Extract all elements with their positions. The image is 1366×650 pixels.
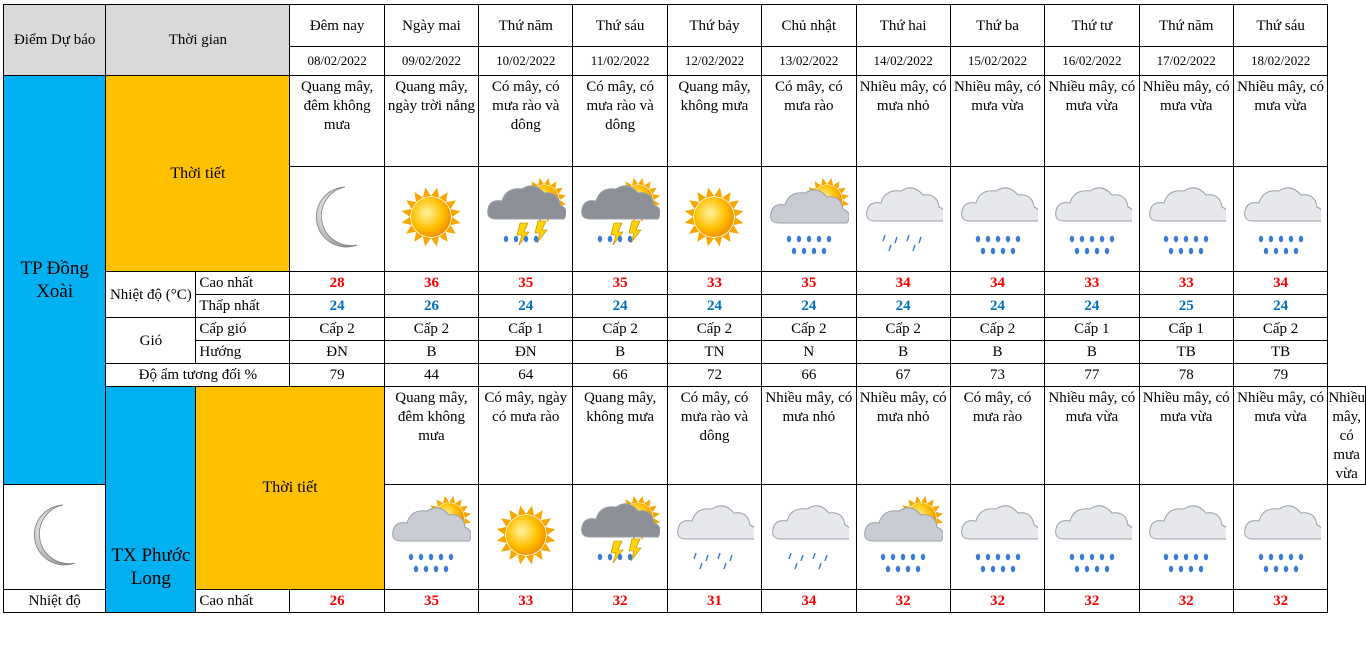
weather-description: Nhiều mây, có mưa vừa — [1233, 76, 1327, 167]
date-header: 14/02/2022 — [856, 47, 950, 76]
weather-description: Nhiều mây, có mưa vừa — [1045, 76, 1139, 167]
moon-icon — [297, 177, 377, 261]
date-header: 18/02/2022 — [1233, 47, 1327, 76]
max-temp: 34 — [762, 590, 856, 613]
max-temp: 35 — [573, 272, 667, 295]
wind-level: Cấp 2 — [667, 318, 761, 341]
max-temp: 32 — [856, 590, 950, 613]
wind-level: Cấp 2 — [384, 318, 478, 341]
sun-icon — [391, 177, 471, 261]
min-temp-label: Thấp nhất — [196, 295, 290, 318]
weather-icon-cell — [1139, 485, 1233, 590]
weather-icon-cell — [856, 167, 950, 272]
wind-direction: ĐN — [290, 341, 384, 364]
humidity: 77 — [1045, 364, 1139, 387]
day-header: Thứ năm — [1139, 5, 1233, 47]
min-temp: 24 — [1045, 295, 1139, 318]
max-temp: 35 — [479, 272, 573, 295]
weather-icon-cell — [856, 485, 950, 590]
wind-direction: TB — [1139, 341, 1233, 364]
wind-level: Cấp 2 — [1233, 318, 1327, 341]
moderate-rain-icon — [958, 177, 1038, 261]
weather-icon-cell — [1045, 167, 1139, 272]
humidity: 67 — [856, 364, 950, 387]
thunderstorm-sun-icon — [486, 177, 566, 261]
humidity: 79 — [290, 364, 384, 387]
weather-icon-cell — [762, 485, 856, 590]
moderate-rain-icon — [1146, 177, 1226, 261]
weather-description: Quang mây, không mưa — [667, 76, 761, 167]
weather-icon-cell — [950, 485, 1044, 590]
day-header: Thứ năm — [479, 5, 573, 47]
max-temp: 34 — [950, 272, 1044, 295]
max-temp: 28 — [290, 272, 384, 295]
location-name: TP Đồng Xoài — [4, 76, 106, 485]
weather-label: Thời tiết — [196, 387, 384, 590]
date-header: 10/02/2022 — [479, 47, 573, 76]
sun-icon — [674, 177, 754, 261]
moderate-rain-icon — [1052, 177, 1132, 261]
weather-description: Nhiều mây, có mưa vừa — [1233, 387, 1327, 485]
weather-icon-cell — [479, 485, 573, 590]
temperature-label: Nhiệt độ (°C) — [106, 272, 196, 318]
min-temp: 24 — [479, 295, 573, 318]
humidity: 44 — [384, 364, 478, 387]
day-header: Thứ tư — [1045, 5, 1139, 47]
date-header: 13/02/2022 — [762, 47, 856, 76]
max-temp: 32 — [573, 590, 667, 613]
weather-description: Quang mây, ngày trời nắng — [384, 76, 478, 167]
light-rain-icon — [769, 495, 849, 579]
weather-description: Nhiều mây, có mưa nhỏ — [762, 387, 856, 485]
moon-icon — [15, 495, 95, 579]
day-header: Thứ sáu — [1233, 5, 1327, 47]
weather-label: Thời tiết — [106, 76, 290, 272]
moderate-rain-icon — [1241, 495, 1321, 579]
thunderstorm-sun-icon — [580, 495, 660, 579]
wind-direction: ĐN — [479, 341, 573, 364]
weather-description: Nhiều mây, có mưa vừa — [1139, 76, 1233, 167]
weather-description: Có mây, có mưa rào và dông — [573, 76, 667, 167]
weather-icon-cell — [667, 167, 761, 272]
weather-description: Nhiều mây, có mưa vừa — [1328, 387, 1366, 485]
max-temp: 35 — [762, 272, 856, 295]
day-header: Đêm nay — [290, 5, 384, 47]
wind-direction-label: Hướng — [196, 341, 290, 364]
weather-description: Quang mây, đêm không mưa — [290, 76, 384, 167]
weather-description: Nhiều mây, có mưa nhỏ — [856, 387, 950, 485]
wind-label: Gió — [106, 318, 196, 364]
min-temp: 24 — [856, 295, 950, 318]
wind-level: Cấp 2 — [856, 318, 950, 341]
weather-forecast-table — [3, 4, 1366, 613]
day-header: Thứ ba — [950, 5, 1044, 47]
day-header: Thứ sáu — [573, 5, 667, 47]
humidity: 66 — [573, 364, 667, 387]
weather-description: Quang mây, đêm không mưa — [384, 387, 478, 485]
weather-description: Nhiều mây, có mưa vừa — [950, 76, 1044, 167]
max-temp: 32 — [1139, 590, 1233, 613]
wind-level: Cấp 1 — [479, 318, 573, 341]
max-temp: 34 — [1233, 272, 1327, 295]
wind-level: Cấp 2 — [950, 318, 1044, 341]
date-header: 17/02/2022 — [1139, 47, 1233, 76]
weather-icon-cell — [384, 167, 478, 272]
wind-direction: B — [856, 341, 950, 364]
weather-icon-cell — [290, 167, 384, 272]
max-temp: 33 — [1045, 272, 1139, 295]
wind-level: Cấp 1 — [1045, 318, 1139, 341]
thunderstorm-sun-icon — [580, 177, 660, 261]
weather-icon-cell — [573, 167, 667, 272]
location-name: TX Phước Long — [106, 387, 196, 613]
max-temp: 26 — [290, 590, 384, 613]
weather-icon-cell — [1045, 485, 1139, 590]
day-header: Thứ hai — [856, 5, 950, 47]
wind-direction: B — [950, 341, 1044, 364]
humidity: 64 — [479, 364, 573, 387]
weather-description: Nhiều mây, có mưa nhỏ — [856, 76, 950, 167]
weather-icon-cell — [4, 485, 106, 590]
sun-icon — [486, 495, 566, 579]
max-temp: 33 — [1139, 272, 1233, 295]
weather-icon-cell — [667, 485, 761, 590]
day-header: Thứ bảy — [667, 5, 761, 47]
weather-description: Có mây, có mưa rào — [950, 387, 1044, 485]
humidity: 78 — [1139, 364, 1233, 387]
light-rain-icon — [674, 495, 754, 579]
date-header: 11/02/2022 — [573, 47, 667, 76]
weather-icon-cell — [950, 167, 1044, 272]
wind-level-label: Cấp gió — [196, 318, 290, 341]
wind-level: Cấp 1 — [1139, 318, 1233, 341]
max-temp: 32 — [1045, 590, 1139, 613]
light-rain-icon — [863, 177, 943, 261]
weather-description: Có mây, ngày có mưa rào — [479, 387, 573, 485]
min-temp: 24 — [290, 295, 384, 318]
max-temp: 31 — [667, 590, 761, 613]
location-column-header: Điểm Dự báo — [4, 5, 106, 76]
min-temp: 24 — [573, 295, 667, 318]
rain-shower-sun-icon — [391, 495, 471, 579]
min-temp: 26 — [384, 295, 478, 318]
max-temp: 33 — [479, 590, 573, 613]
min-temp: 24 — [762, 295, 856, 318]
weather-description: Quang mây, không mưa — [573, 387, 667, 485]
temperature-label: Nhiệt độ — [4, 590, 106, 613]
wind-direction: N — [762, 341, 856, 364]
weather-description: Nhiều mây, có mưa vừa — [1045, 387, 1139, 485]
wind-direction: B — [384, 341, 478, 364]
wind-direction: TN — [667, 341, 761, 364]
max-temp: 33 — [667, 272, 761, 295]
date-header: 16/02/2022 — [1045, 47, 1139, 76]
moderate-rain-icon — [1052, 495, 1132, 579]
weather-description: Nhiều mây, có mưa vừa — [1139, 387, 1233, 485]
humidity-label: Độ ẩm tương đối % — [106, 364, 290, 387]
time-column-header: Thời gian — [106, 5, 290, 76]
max-temp: 35 — [384, 590, 478, 613]
day-header: Ngày mai — [384, 5, 478, 47]
wind-direction: TB — [1233, 341, 1327, 364]
date-header: 15/02/2022 — [950, 47, 1044, 76]
wind-level: Cấp 2 — [573, 318, 667, 341]
rain-shower-sun-icon — [769, 177, 849, 261]
max-temp: 32 — [1233, 590, 1327, 613]
wind-direction: B — [1045, 341, 1139, 364]
max-temp: 32 — [950, 590, 1044, 613]
max-temp-label: Cao nhất — [196, 272, 290, 295]
wind-level: Cấp 2 — [762, 318, 856, 341]
weather-icon-cell — [1139, 167, 1233, 272]
moderate-rain-icon — [1241, 177, 1321, 261]
weather-icon-cell — [1233, 485, 1327, 590]
min-temp: 24 — [667, 295, 761, 318]
weather-description: Có mây, có mưa rào và dông — [667, 387, 761, 485]
wind-level: Cấp 2 — [290, 318, 384, 341]
wind-direction: B — [573, 341, 667, 364]
min-temp: 25 — [1139, 295, 1233, 318]
weather-icon-cell — [384, 485, 478, 590]
max-temp: 34 — [856, 272, 950, 295]
humidity: 72 — [667, 364, 761, 387]
moderate-rain-icon — [1146, 495, 1226, 579]
date-header: 09/02/2022 — [384, 47, 478, 76]
humidity: 79 — [1233, 364, 1327, 387]
date-header: 08/02/2022 — [290, 47, 384, 76]
day-header: Chủ nhật — [762, 5, 856, 47]
weather-description: Có mây, có mưa rào — [762, 76, 856, 167]
weather-description: Có mây, có mưa rào và dông — [479, 76, 573, 167]
weather-icon-cell — [762, 167, 856, 272]
max-temp-label: Cao nhất — [196, 590, 290, 613]
moderate-rain-icon — [958, 495, 1038, 579]
rain-shower-sun-icon — [863, 495, 943, 579]
humidity: 66 — [762, 364, 856, 387]
max-temp: 36 — [384, 272, 478, 295]
weather-icon-cell — [1233, 167, 1327, 272]
min-temp: 24 — [1233, 295, 1327, 318]
min-temp: 24 — [950, 295, 1044, 318]
weather-icon-cell — [573, 485, 667, 590]
date-header: 12/02/2022 — [667, 47, 761, 76]
humidity: 73 — [950, 364, 1044, 387]
weather-icon-cell — [479, 167, 573, 272]
